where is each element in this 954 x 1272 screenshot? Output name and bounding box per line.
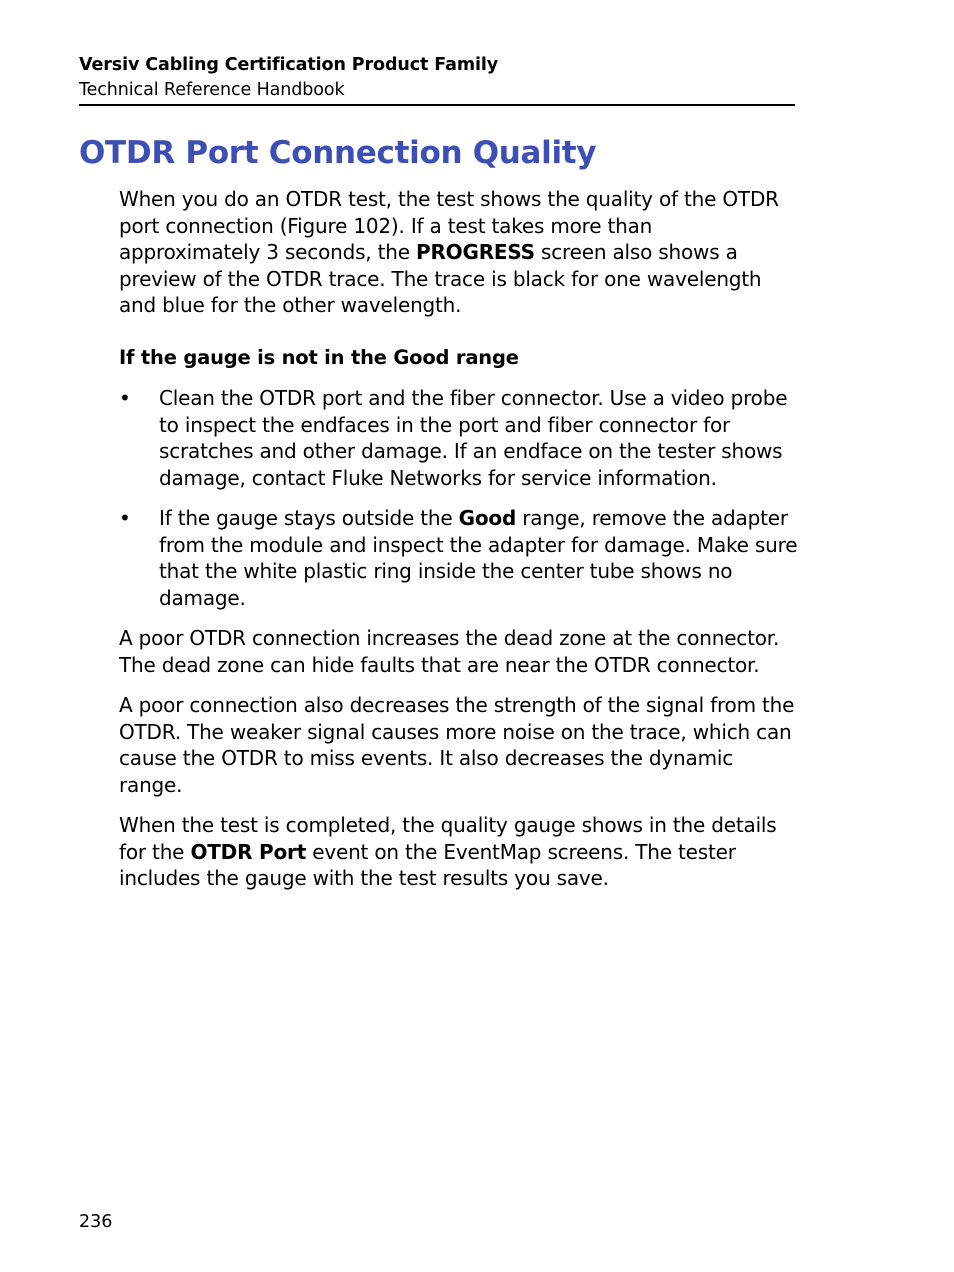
subheading: If the gauge is not in the Good range (119, 345, 519, 369)
header-rule (79, 104, 795, 106)
header-title: Versiv Cabling Certification Product Family (79, 55, 499, 75)
dead-zone-paragraph: A poor OTDR connection increases the dead zone at the connector. The dead zone can hide faults that are near the OTDR connector. (119, 626, 780, 677)
bullet-list (119, 385, 799, 611)
bullet-marker: • (119, 386, 131, 410)
signal-paragraph: A poor connection also decreases the strength of the signal from the OTDR. The weaker signal causes more noise on the trace, which can cause the OTDR to miss events. It also decreases the dynamic range. (119, 693, 795, 797)
otdr-port-keyword: OTDR Port (190, 839, 307, 864)
running-header (79, 53, 795, 106)
intro-paragraph: When you do an OTDR test, the test shows the quality of the OTDR port connection (Figure 102). If a test takes more than approximately 3 seconds, the PROGRESS screen also shows a preview of the OTDR trace. The trace is black for one wavelength and blue for the other wavelength. (119, 187, 779, 317)
good-keyword: Good (458, 506, 517, 530)
body-content (119, 186, 799, 906)
progress-keyword: PROGRESS (416, 240, 535, 264)
page-number: 236 (79, 1212, 113, 1232)
list-item: • Clean the OTDR port and the fiber connector. Use a video probe to inspect the endfaces in the port and fiber connector for scratches and other damage. If an endface on the tester shows damage, contact Fluke Networks for service information. (119, 386, 788, 490)
completed-paragraph: When the test is completed, the quality gauge shows in the details for the OTDR Port event on the EventMap screens. The tester includes the gauge with the test results you save. (119, 813, 777, 890)
list-item: • If the gauge stays outside the Good range, remove the adapter from the module and inspect the adapter for damage. Make sure that the white plastic ring inside the center tube shows no damage. (119, 506, 798, 610)
section-title: OTDR Port Connection Quality (79, 135, 597, 171)
header-subtitle: Technical Reference Handbook (79, 80, 345, 100)
bullet-marker: • (119, 506, 131, 530)
